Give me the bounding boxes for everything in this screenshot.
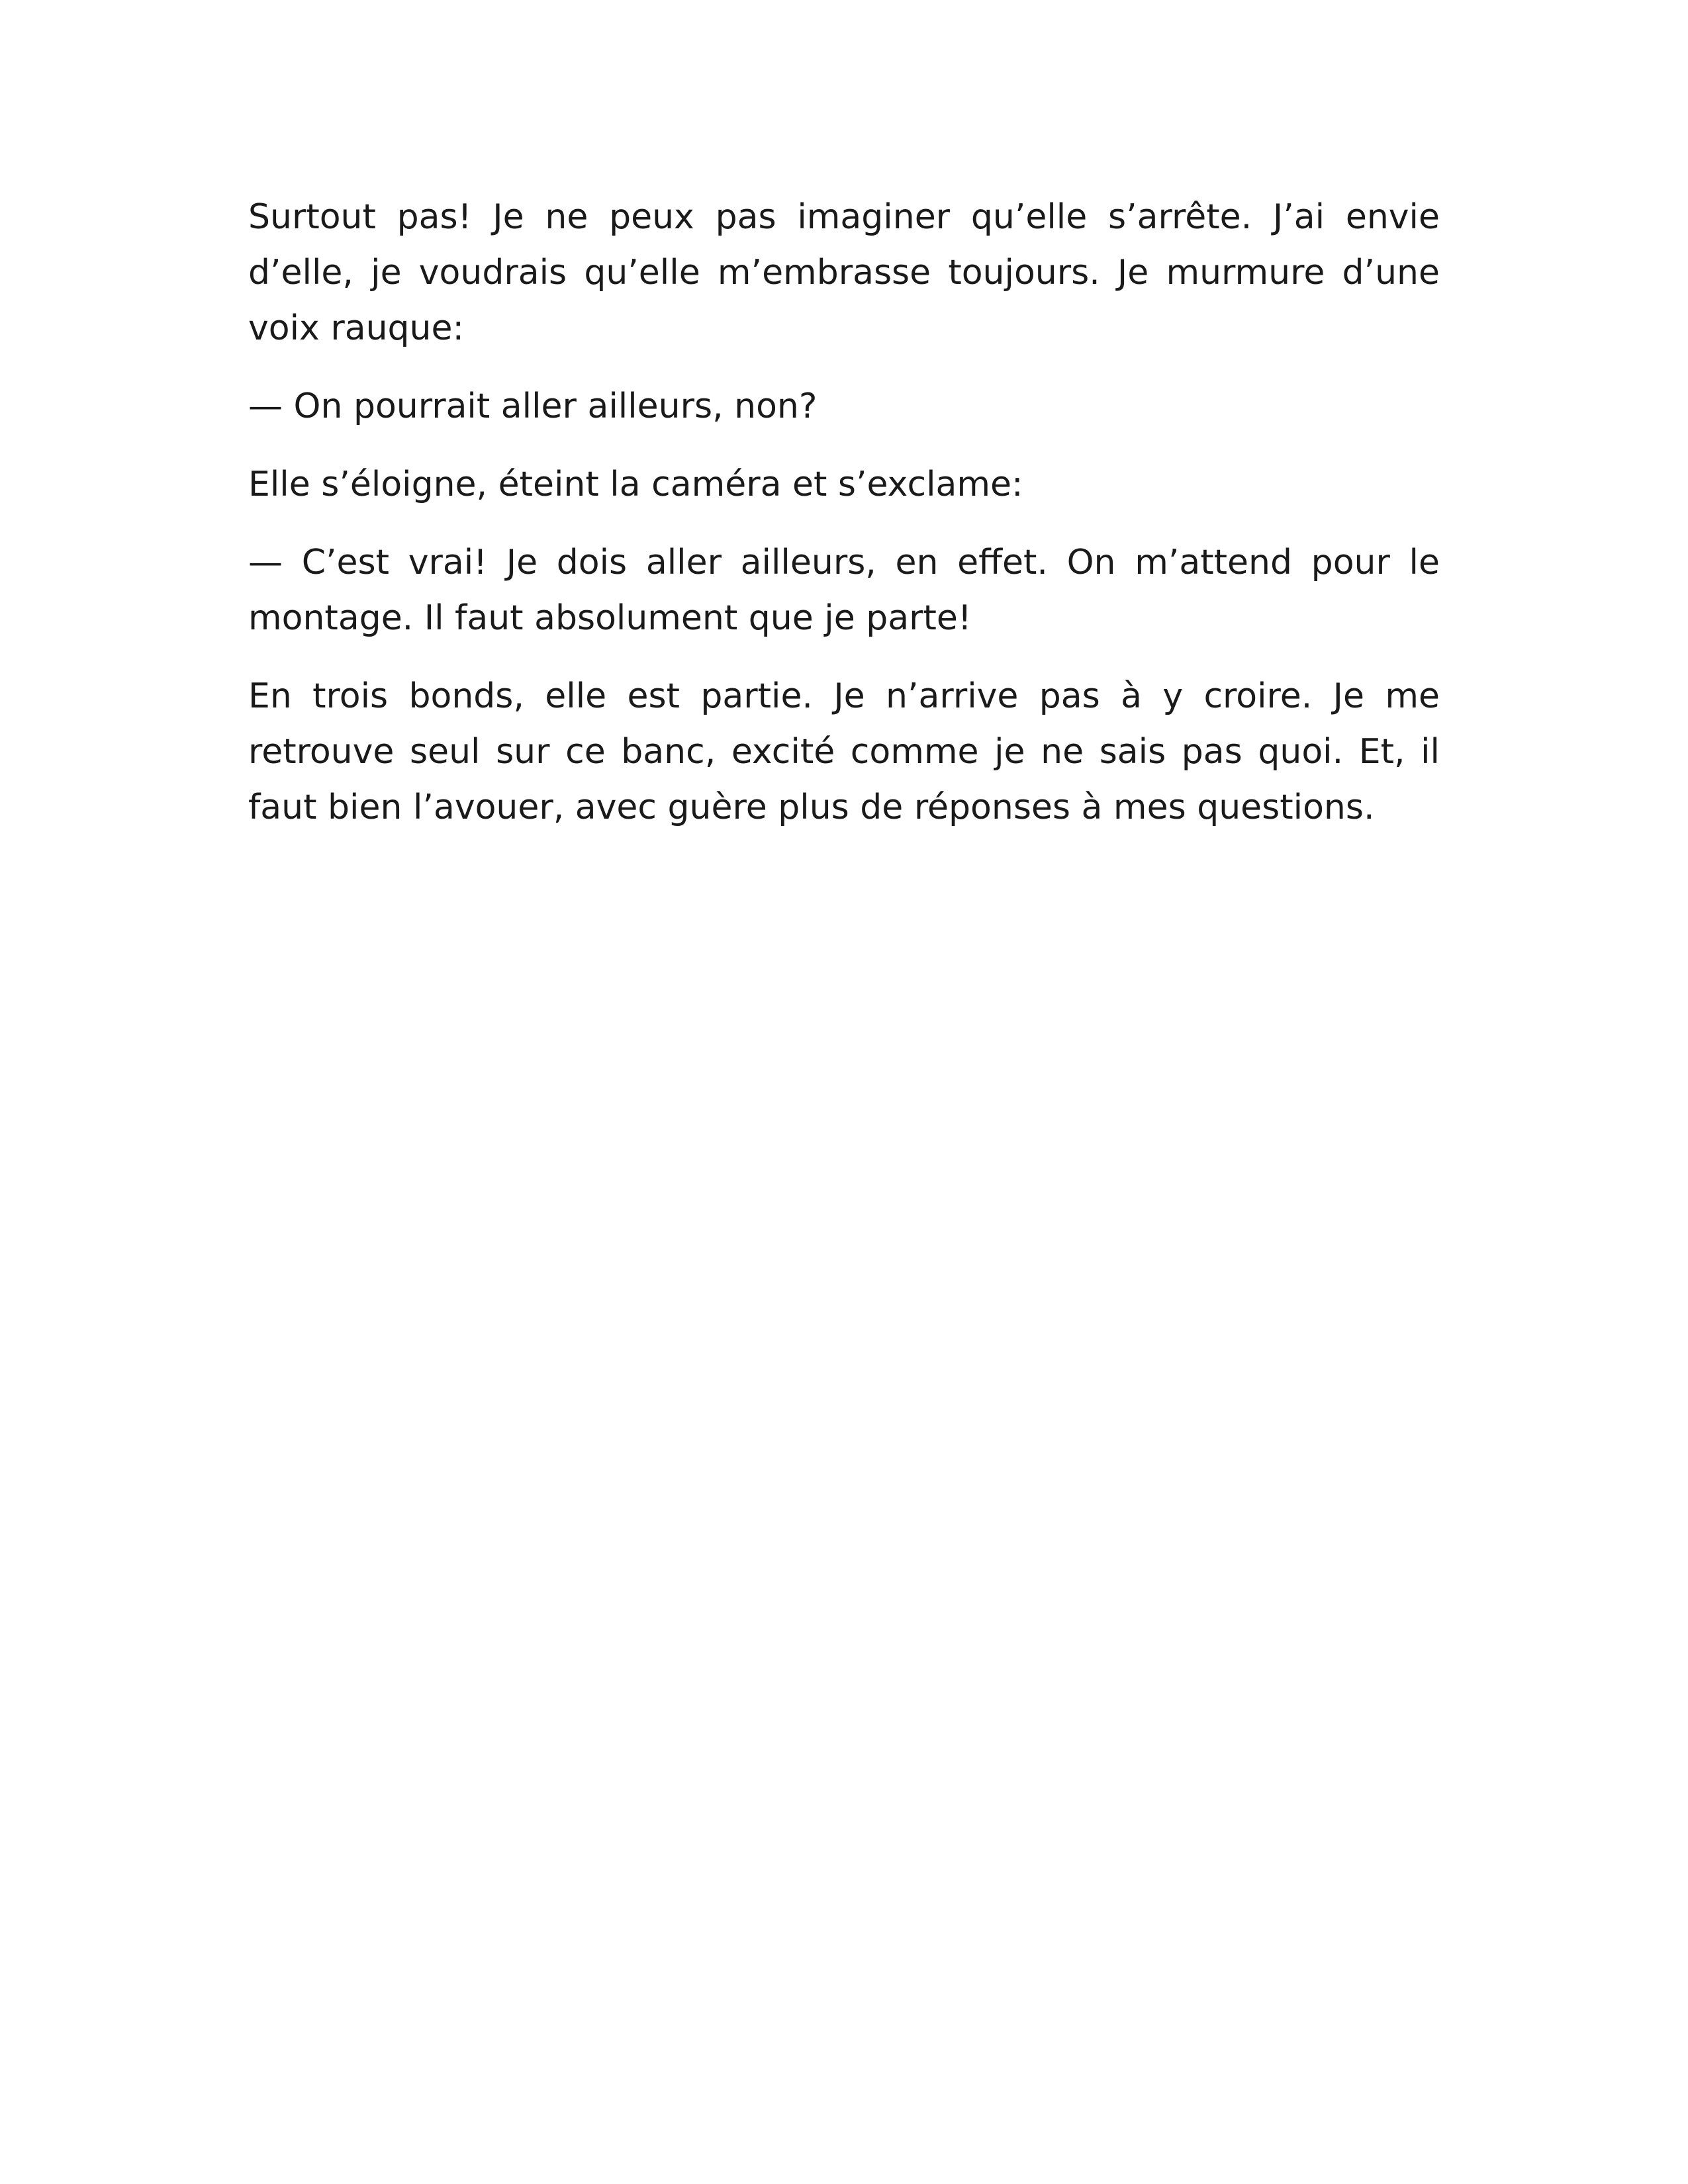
- body-text: [248, 189, 1440, 858]
- paragraph: — C’est vrai! Je dois aller ailleurs, en effet. On m’attend pour le montage. Il faut absolument que je parte!: [248, 543, 1440, 638]
- paragraph: Surtout pas! Je ne peux pas imaginer qu’elle s’arrête. J’ai envie d’elle, je voudrais qu’elle m’embrasse toujours. Je murmure d’une voix rauque:: [248, 197, 1440, 348]
- paragraph: Elle s’éloigne, éteint la caméra et s’exclame:: [248, 465, 1023, 504]
- paragraph: En trois bonds, elle est partie. Je n’arrive pas à y croire. Je me retrouve seul sur ce banc, excité comme je ne sais pas quoi. Et, il faut bien l’avouer, avec guère plus de réponses à mes questions.: [248, 676, 1440, 827]
- paragraph: — On pourrait aller ailleurs, non?: [248, 387, 818, 426]
